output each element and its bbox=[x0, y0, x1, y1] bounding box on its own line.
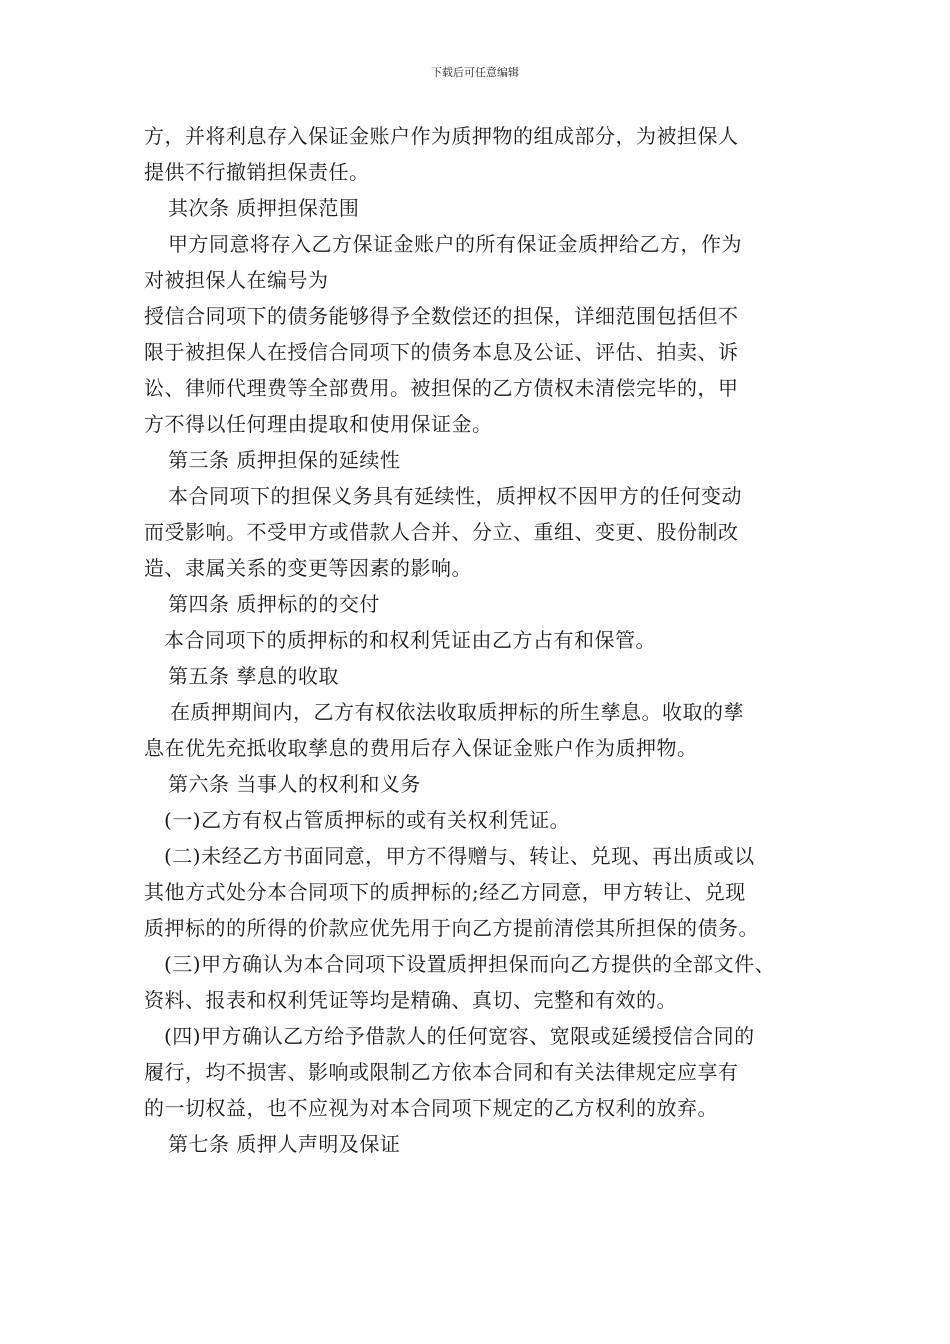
article-heading: 其次条 质押担保范围 bbox=[168, 196, 360, 220]
body-line: (三)甲方确认为本合同项下设置质押担保而向乙方提供的全部文件、 bbox=[164, 952, 776, 976]
article-heading: 第三条 质押担保的延续性 bbox=[168, 448, 401, 472]
body-line: 质押标的的所得的价款应优先用于向乙方提前清偿其所担保的债务。 bbox=[144, 916, 759, 940]
body-line: 息在优先充抵收取孳息的费用后存入保证金账户作为质押物。 bbox=[144, 736, 698, 760]
body-line: 而受影响。不受甲方或借款人合并、分立、重组、变更、股份制改 bbox=[144, 520, 739, 544]
article-heading: 第四条 质押标的的交付 bbox=[168, 592, 380, 616]
body-line: (四)甲方确认乙方给予借款人的任何宽容、宽限或延缓授信合同的 bbox=[164, 1024, 755, 1048]
article-heading: 第六条 当事人的权利和义务 bbox=[168, 772, 421, 796]
article-heading: 第五条 孳息的收取 bbox=[168, 664, 339, 688]
body-line: 本合同项下的质押标的和权利凭证由乙方占有和保管。 bbox=[164, 628, 656, 652]
body-line: (二)未经乙方书面同意，甲方不得赠与、转让、兑现、再出质或以 bbox=[164, 844, 755, 868]
body-line: 造、隶属关系的变更等因素的影响。 bbox=[144, 556, 472, 580]
body-line: 的一切权益，也不应视为对本合同项下规定的乙方权利的放弃。 bbox=[144, 1096, 718, 1120]
body-line: 其他方式处分本合同项下的质押标的;经乙方同意，甲方转让、兑现 bbox=[144, 880, 746, 904]
body-line: 履行，均不损害、影响或限制乙方依本合同和有关法律规定应享有 bbox=[144, 1060, 739, 1084]
page-header: 下载后可任意编辑 bbox=[431, 66, 519, 79]
body-line: 授信合同项下的债务能够得予全数偿还的担保，详细范围包括但不 bbox=[144, 304, 739, 328]
body-line: 资料、报表和权利凭证等均是精确、真切、完整和有效的。 bbox=[144, 988, 677, 1012]
article-heading: 第七条 质押人声明及保证 bbox=[168, 1132, 401, 1156]
body-line: 对被担保人在编号为 bbox=[144, 268, 329, 292]
body-line: (一)乙方有权占管质押标的或有关权利凭证。 bbox=[164, 808, 571, 832]
body-line: 方不得以任何理由提取和使用保证金。 bbox=[144, 412, 493, 436]
body-line: 甲方同意将存入乙方保证金账户的所有保证金质押给乙方，作为 bbox=[168, 232, 742, 256]
body-line: 在质押期间内，乙方有权依法收取质押标的所生孳息。收取的孳 bbox=[170, 700, 744, 724]
body-line: 限于被担保人在授信合同项下的债务本息及公证、评估、拍卖、诉 bbox=[144, 340, 739, 364]
document-body bbox=[144, 118, 812, 1162]
body-line: 讼、律师代理费等全部费用。被担保的乙方债权未清偿完毕的，甲 bbox=[144, 376, 739, 400]
body-line: 提供不行撤销担保责任。 bbox=[144, 160, 370, 184]
body-line: 方，并将利息存入保证金账户作为质押物的组成部分，为被担保人 bbox=[144, 124, 739, 148]
body-line: 本合同项下的担保义务具有延续性，质押权不因甲方的任何变动 bbox=[168, 484, 742, 508]
